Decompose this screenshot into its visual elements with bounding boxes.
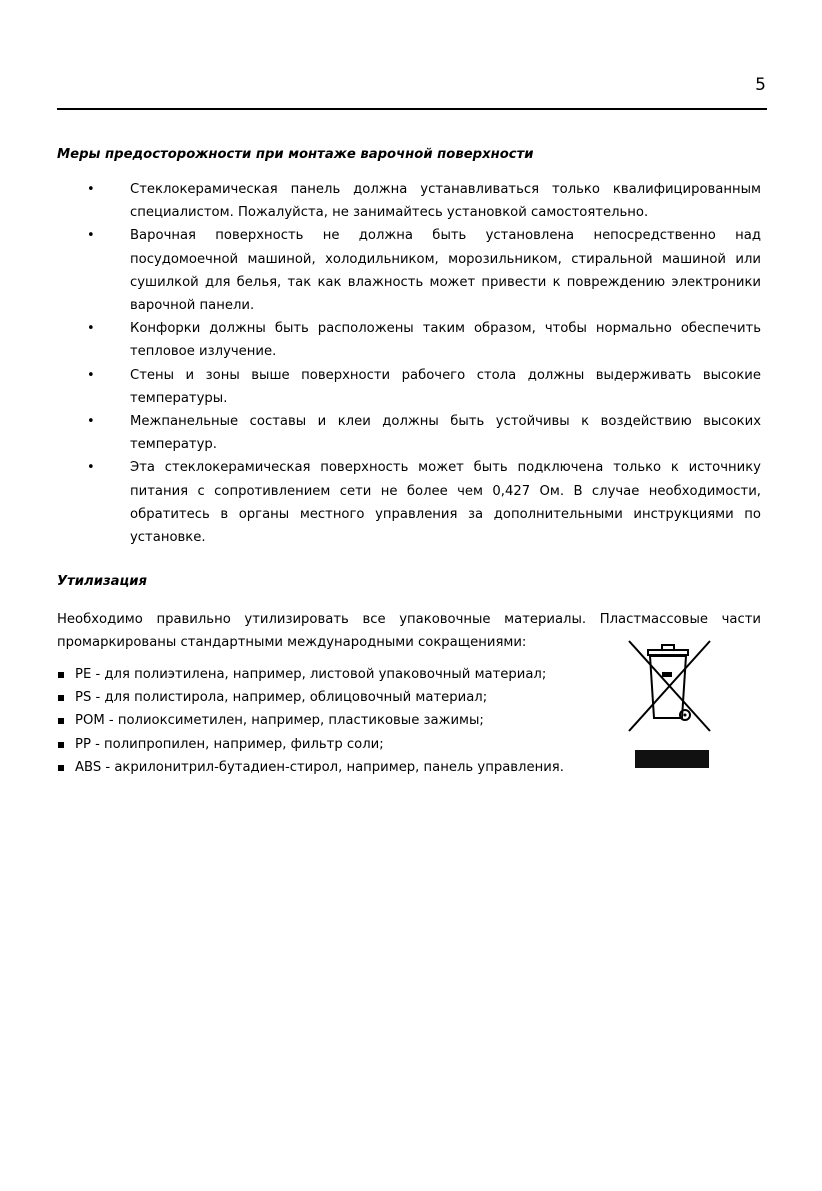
square-bullet-icon (58, 718, 64, 724)
list-item (57, 709, 597, 732)
bullet: • (87, 321, 95, 337)
disposal-heading: Утилизация (57, 574, 147, 589)
bullet: • (87, 367, 95, 383)
square-bullet-icon (58, 765, 64, 771)
bullet: • (87, 228, 95, 244)
square-bullet-icon (58, 695, 64, 701)
bullet: • (87, 460, 95, 476)
list-item-text: Варочная поверхность не должна быть установлена непосредственно над посудомоечной машиной, холодильником, морозильником, стиральной машиной или сушилкой для белья, так как влажность может привести к повреждению электроники варочной панели. (130, 228, 761, 314)
list-item (57, 364, 761, 410)
square-bullet-icon (58, 672, 64, 678)
list-item-text: PS - для полистирола, например, облицовочный материал; (75, 690, 488, 706)
disposal-intro: Необходимо правильно утилизировать все упаковочные материалы. Пластмассовые части промаркированы стандартными международными сокращениями: (57, 612, 761, 651)
list-item (57, 686, 597, 709)
list-item-text: POM - полиоксиметилен, например, пластиковые зажимы; (75, 713, 484, 729)
list-item-text: PP - полипропилен, например, фильтр соли; (75, 736, 384, 752)
list-item-text: Эта стеклокерамическая поверхность может быть подключена только к источнику питания с сопротивлением сети не более чем 0,427 Ом. В случае необходимости, обратитесь в органы местного управления за дополнительными инструкциями по установке. (130, 460, 761, 546)
list-item (57, 456, 761, 549)
list-item (57, 317, 761, 363)
bullet: • (87, 414, 95, 430)
list-item-text: Стены и зоны выше поверхности рабочего стола должны выдерживать высокие температуры. (130, 367, 761, 406)
list-item-text: PE - для полиэтилена, например, листовой упаковочный материал; (75, 667, 547, 682)
list-item-text: Межпанельные составы и клеи должны быть устойчивы к воздействию высоких температур. (130, 414, 761, 453)
precautions-list (57, 178, 761, 549)
page-number: 5 (755, 75, 766, 95)
list-item-text: Стеклокерамическая панель должна устанавливаться только квалифицированным специалистом. Пожалуйста, не занимайтесь установкой самостоятельно. (130, 182, 761, 221)
materials-list (57, 663, 597, 779)
crossed-out-wheelie-bin-icon (626, 638, 712, 770)
list-item (57, 756, 597, 779)
bullet: • (87, 182, 95, 197)
list-item (57, 224, 761, 317)
list-item (57, 178, 761, 224)
list-item (57, 733, 597, 756)
list-item (57, 410, 761, 456)
list-item (57, 663, 597, 686)
square-bullet-icon (58, 742, 64, 748)
header-rule (57, 108, 767, 110)
list-item-text: Конфорки должны быть расположены таким образом, чтобы нормально обеспечить тепловое излучение. (130, 321, 761, 360)
precautions-heading: Меры предосторожности при монтаже варочной поверхности (57, 147, 534, 162)
list-item-text: ABS - акрилонитрил-бутадиен-стирол, например, панель управления. (75, 759, 564, 775)
